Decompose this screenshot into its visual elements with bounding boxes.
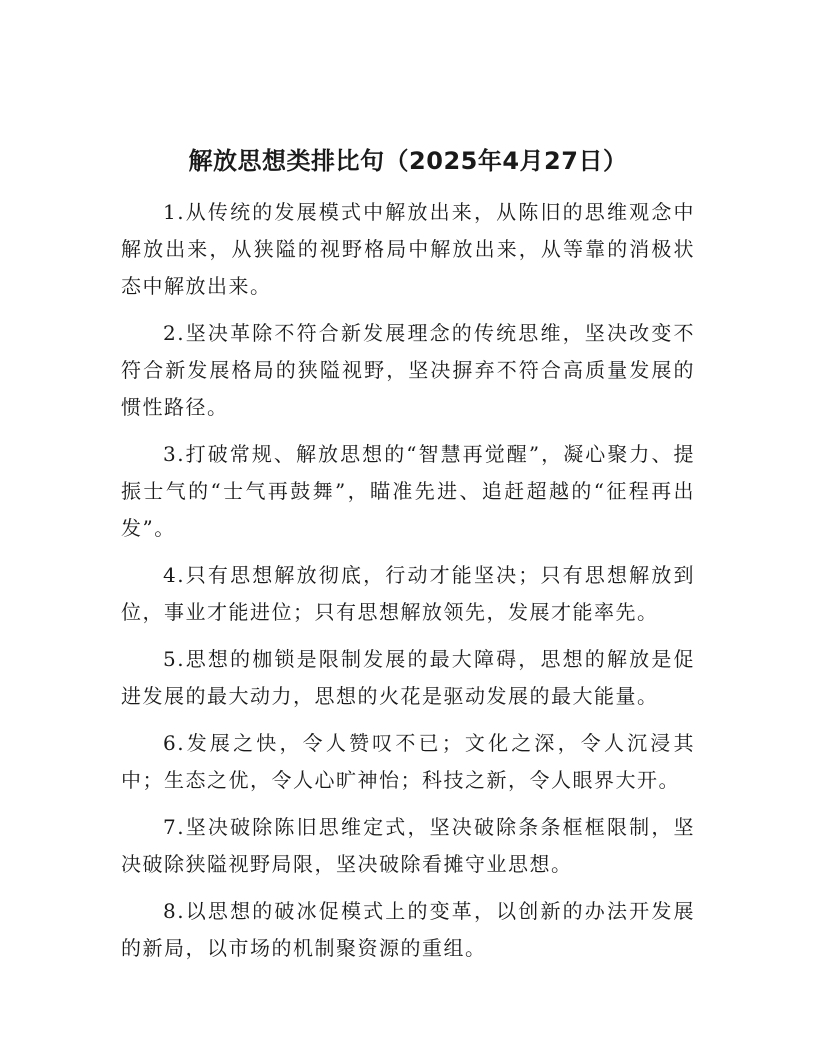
paragraph-7: 7.坚决破除陈旧思维定式，坚决破除条条框框限制，坚决破除狭隘视野局限，坚决破除看摊守业思想。 [121, 815, 695, 876]
paragraph-5: 5.思想的枷锁是限制发展的最大障碍，思想的解放是促进发展的最大动力，思想的火花是驱动发展的最大能量。 [121, 647, 695, 708]
document-body [121, 194, 695, 977]
paragraph-3: 3.打破常规、解放思想的“智慧再觉醒”，凝心聚力、提振士气的“士气再鼓舞”，瞄准先进、追赶超越的“征程再出发”。 [121, 442, 695, 540]
paragraph-6: 6.发展之快，令人赞叹不已；文化之深，令人沉浸其中；生态之优，令人心旷神怡；科技之新，令人眼界大开。 [121, 731, 695, 792]
document-title: 解放思想类排比句（2025年4月27日） [188, 147, 628, 175]
paragraph-4: 4.只有思想解放彻底，行动才能坚决；只有思想解放到位，事业才能进位；只有思想解放领先，发展才能率先。 [121, 563, 695, 624]
paragraph-8: 8.以思想的破冰促模式上的变革，以创新的办法开发展的新局，以市场的机制聚资源的重组。 [121, 899, 695, 960]
paragraph-2: 2.坚决革除不符合新发展理念的传统思维，坚决改变不符合新发展格局的狭隘视野，坚决摒弃不符合高质量发展的惯性路径。 [121, 321, 695, 419]
paragraph-1: 1.从传统的发展模式中解放出来，从陈旧的思维观念中解放出来，从狭隘的视野格局中解放出来，从等靠的消极状态中解放出来。 [121, 200, 695, 298]
